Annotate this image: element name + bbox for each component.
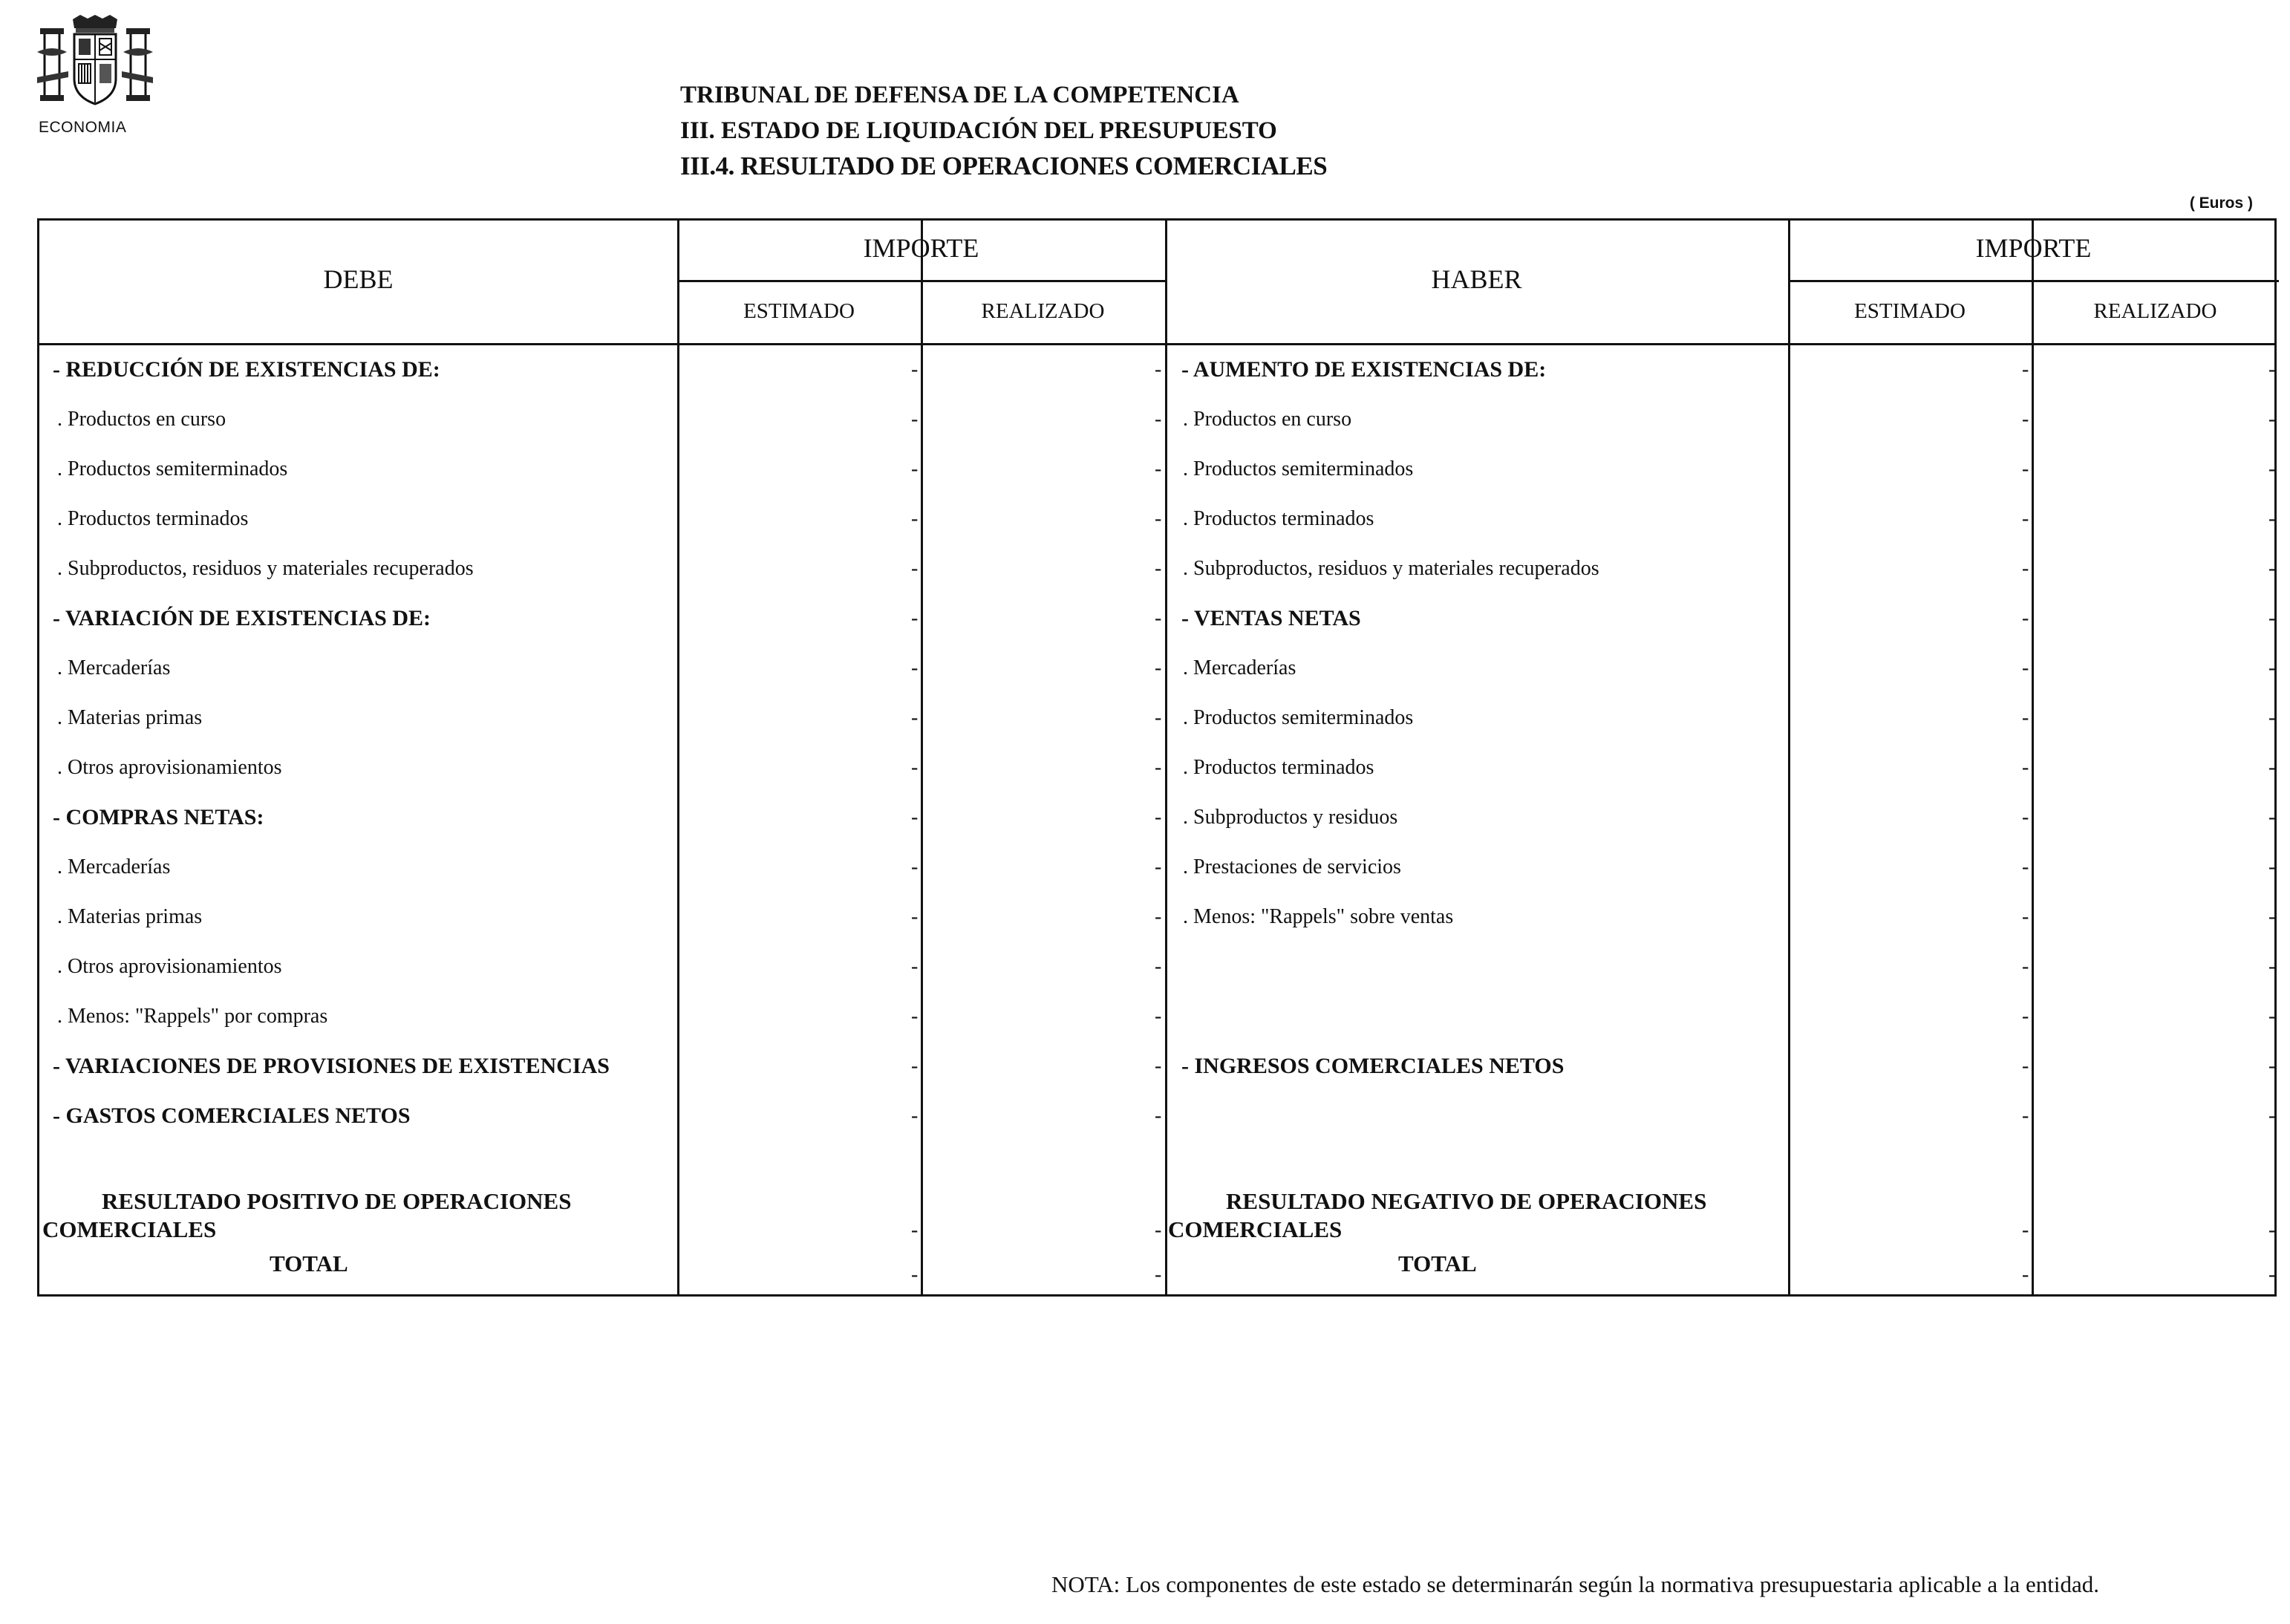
currency-units-label: ( Euros ) — [2189, 195, 2253, 212]
value-dash: - — [1155, 1219, 1162, 1242]
haber-row-label: . Prestaciones de servicios — [1183, 855, 1401, 878]
table-row — [39, 444, 2274, 494]
title-line-2: III. ESTADO DE LIQUIDACIÓN DEL PRESUPUESTO — [680, 117, 1277, 144]
value-dash: - — [1155, 358, 1162, 381]
debe-row-label: . Productos semiterminados — [57, 457, 288, 480]
estimado-header-haber: ESTIMADO — [1854, 299, 1966, 323]
haber-row-label: . Productos en curso — [1183, 408, 1352, 431]
value-dash: - — [1155, 806, 1162, 829]
table-row — [39, 892, 2274, 942]
debe-result-line-1: RESULTADO POSITIVO DE OPERACIONES — [102, 1188, 572, 1214]
importe-header-haber: IMPORTE — [1975, 233, 2092, 263]
value-dash: - — [1155, 457, 1162, 480]
value-dash: - — [2268, 358, 2276, 381]
haber-row-label: . Productos terminados — [1183, 507, 1374, 530]
debe-row-label: . Mercaderías — [57, 656, 171, 679]
value-dash: - — [911, 557, 919, 580]
haber-result-line-2: COMERCIALES — [1168, 1216, 1343, 1242]
value-dash: - — [2268, 408, 2276, 431]
debe-row-label: . Productos terminados — [57, 507, 249, 530]
value-dash: - — [2022, 607, 2029, 630]
debe-row-label: - GASTOS COMERCIALES NETOS — [53, 1103, 411, 1128]
haber-row-label: . Productos semiterminados — [1183, 457, 1414, 480]
haber-row-label: - VENTAS NETAS — [1181, 606, 1361, 630]
value-dash: - — [1155, 1104, 1162, 1127]
debe-header: DEBE — [323, 264, 394, 294]
value-dash: - — [1155, 607, 1162, 630]
value-dash: - — [911, 507, 919, 530]
debe-row-label: . Materias primas — [57, 905, 203, 928]
table-row — [39, 1041, 2274, 1091]
haber-row-label: . Subproductos y residuos — [1183, 806, 1398, 829]
debe-row-label: - REDUCCIÓN DE EXISTENCIAS DE: — [53, 357, 440, 382]
value-dash: - — [2022, 756, 2029, 779]
value-dash: - — [2268, 507, 2276, 530]
table-row — [39, 792, 2274, 842]
table-row — [39, 544, 2274, 593]
value-dash: - — [1155, 408, 1162, 431]
importe-header-debe: IMPORTE — [863, 233, 979, 263]
value-dash: - — [911, 457, 919, 480]
debe-row-label: . Otros aprovisionamientos — [57, 955, 282, 978]
value-dash: - — [2022, 408, 2029, 431]
value-dash: - — [911, 905, 919, 928]
haber-total-label: TOTAL — [1398, 1250, 1477, 1276]
footnote: NOTA: Los componentes de este estado se determinarán según la normativa presupuestaria aplicable a la entidad. — [1051, 1571, 2099, 1597]
haber-row-label: . Menos: "Rappels" sobre ventas — [1183, 905, 1454, 928]
table-row — [39, 693, 2274, 743]
haber-row-label: . Productos terminados — [1183, 756, 1374, 779]
haber-row-label: - INGRESOS COMERCIALES NETOS — [1181, 1054, 1565, 1078]
value-dash: - — [1155, 706, 1162, 729]
debe-row-label: . Mercaderías — [57, 855, 171, 878]
value-dash: - — [911, 806, 919, 829]
value-dash: - — [2022, 557, 2029, 580]
value-dash: - — [2268, 607, 2276, 630]
value-dash: - — [2268, 656, 2276, 679]
table-row — [39, 942, 2274, 991]
table-row — [39, 1091, 2274, 1141]
table-row — [39, 593, 2274, 643]
value-dash: - — [2268, 955, 2276, 978]
value-dash: - — [1155, 1054, 1162, 1077]
value-dash: - — [2268, 1104, 2276, 1127]
value-dash: - — [2022, 1219, 2029, 1242]
value-dash: - — [2268, 1219, 2276, 1242]
table-row — [39, 494, 2274, 544]
value-dash: - — [2022, 1263, 2029, 1286]
value-dash: - — [2022, 656, 2029, 679]
value-dash: - — [2022, 905, 2029, 928]
haber-row-label: . Subproductos, residuos y materiales recuperados — [1183, 557, 1599, 580]
haber-result-line-1: RESULTADO NEGATIVO DE OPERACIONES — [1226, 1188, 1707, 1214]
debe-row-label: . Productos en curso — [57, 408, 226, 431]
title-line-3: III.4. RESULTADO DE OPERACIONES COMERCIALES — [680, 151, 1328, 180]
value-dash: - — [1155, 1005, 1162, 1028]
operations-result-table — [37, 218, 2277, 1297]
value-dash: - — [2022, 507, 2029, 530]
value-dash: - — [911, 656, 919, 679]
value-dash: - — [911, 358, 919, 381]
value-dash: - — [2022, 706, 2029, 729]
debe-row-label: - VARIACIONES DE PROVISIONES DE EXISTENCIAS — [53, 1054, 610, 1078]
debe-row-label: - VARIACIÓN DE EXISTENCIAS DE: — [53, 606, 431, 630]
haber-row-label: - AUMENTO DE EXISTENCIAS DE: — [1181, 357, 1547, 382]
value-dash: - — [911, 955, 919, 978]
value-dash: - — [2268, 457, 2276, 480]
debe-total-label: TOTAL — [270, 1250, 348, 1276]
debe-row-label: . Materias primas — [57, 706, 203, 729]
document-title-block — [680, 77, 1327, 184]
value-dash: - — [2022, 855, 2029, 878]
value-dash: - — [1155, 1263, 1162, 1286]
title-line-1: TRIBUNAL DE DEFENSA DE LA COMPETENCIA — [680, 82, 1239, 108]
value-dash: - — [1155, 855, 1162, 878]
value-dash: - — [2268, 1263, 2276, 1286]
value-dash: - — [2268, 1005, 2276, 1028]
value-dash: - — [911, 756, 919, 779]
value-dash: - — [911, 408, 919, 431]
haber-header: HABER — [1431, 264, 1522, 294]
realizado-header-debe: REALIZADO — [981, 299, 1105, 323]
table-row — [39, 743, 2274, 792]
value-dash: - — [2022, 358, 2029, 381]
haber-row-label: . Mercaderías — [1183, 656, 1296, 679]
value-dash: - — [2022, 806, 2029, 829]
debe-row-label: - COMPRAS NETAS: — [53, 805, 264, 829]
value-dash: - — [1155, 955, 1162, 978]
value-dash: - — [2268, 806, 2276, 829]
value-dash: - — [2022, 1054, 2029, 1077]
value-dash: - — [1155, 656, 1162, 679]
debe-row-label: . Menos: "Rappels" por compras — [57, 1005, 328, 1028]
value-dash: - — [911, 607, 919, 630]
value-dash: - — [2268, 855, 2276, 878]
table-row — [39, 345, 2274, 394]
header-divider — [677, 280, 1165, 282]
debe-row-label: . Otros aprovisionamientos — [57, 756, 282, 779]
table-row — [39, 394, 2274, 444]
coat-of-arms-logo — [36, 15, 154, 107]
value-dash: - — [911, 1054, 919, 1077]
ministry-label: ECONOMIA — [39, 119, 127, 136]
value-dash: - — [1155, 905, 1162, 928]
value-dash: - — [911, 1263, 919, 1286]
estimado-header-debe: ESTIMADO — [743, 299, 855, 323]
value-dash: - — [1155, 557, 1162, 580]
value-dash: - — [2268, 557, 2276, 580]
value-dash: - — [911, 1219, 919, 1242]
table-row — [39, 991, 2274, 1041]
value-dash: - — [2268, 905, 2276, 928]
header-divider — [1788, 280, 2279, 282]
value-dash: - — [2268, 706, 2276, 729]
value-dash: - — [2022, 1104, 2029, 1127]
debe-row-label: . Subproductos, residuos y materiales recuperados — [57, 557, 474, 580]
value-dash: - — [1155, 507, 1162, 530]
value-dash: - — [911, 706, 919, 729]
haber-row-label: . Productos semiterminados — [1183, 706, 1414, 729]
value-dash: - — [911, 1104, 919, 1127]
value-dash: - — [2022, 1005, 2029, 1028]
table-row — [39, 842, 2274, 892]
value-dash: - — [1155, 756, 1162, 779]
realizado-header-haber: REALIZADO — [2093, 299, 2217, 323]
value-dash: - — [911, 1005, 919, 1028]
value-dash: - — [2022, 457, 2029, 480]
value-dash: - — [2022, 955, 2029, 978]
value-dash: - — [2268, 1054, 2276, 1077]
table-row — [39, 643, 2274, 693]
debe-result-line-2: COMERCIALES — [42, 1216, 217, 1242]
value-dash: - — [2268, 756, 2276, 779]
value-dash: - — [911, 855, 919, 878]
